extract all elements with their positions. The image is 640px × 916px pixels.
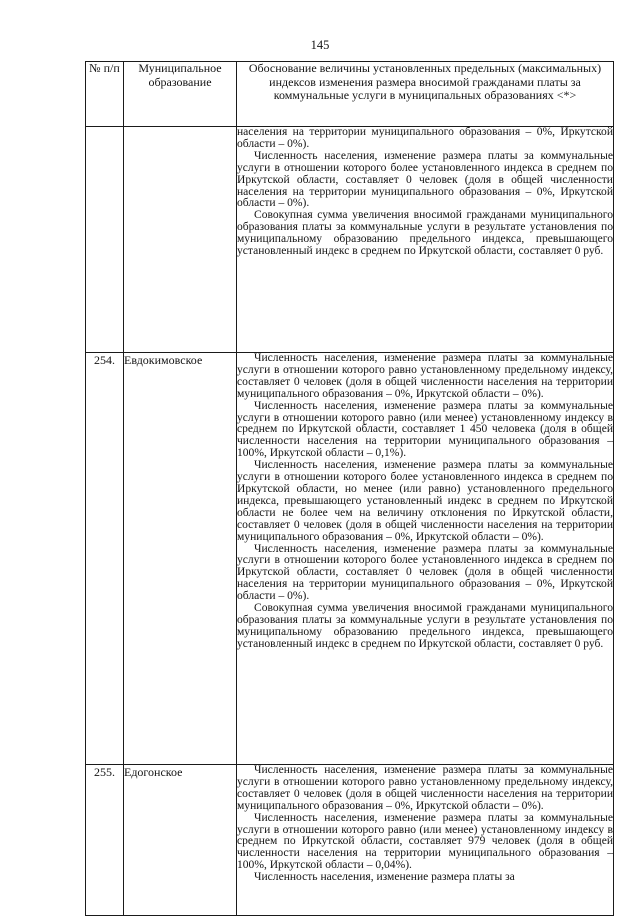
justification-paragraph: Численность населения, изменение размера платы за коммунальные услуги в отношении которого равно установленному предельному индексу, составляет 0 человек (доля в общей численности населения на территории муниципального образования – 0%, Иркутской области – 0%). <box>237 764 613 812</box>
header-municipality: Муниципальное образование <box>124 62 237 127</box>
index-justification-table <box>85 61 614 916</box>
row-municipality: Евдокимовское <box>124 353 237 765</box>
table-row <box>86 353 614 765</box>
justification-paragraph: Численность населения, изменение размера платы за коммунальные услуги в отношении которого более установленного индекса в среднем по Иркутской области, но менее (или равно) установленного предельного индекса, превышающего установленный индекс в среднем по Иркутской области не более чем на величину отклонения по Иркутской области, составляет 0 человек (доля в общей численности населения на территории муниципального образования – 0%, Иркутской области – 0%). <box>237 459 613 543</box>
row-number <box>86 127 124 353</box>
row-municipality: Едогонское <box>124 765 237 916</box>
row-municipality <box>124 127 237 353</box>
row-number: 254. <box>86 353 124 765</box>
justification-paragraph: Совокупная сумма увеличения вносимой гражданами муниципального образования платы за коммунальные услуги в результате установления по муниципальному образованию предельного индекса, превышающего установленный индекс в среднем по Иркутской области, составляет 0 руб. <box>237 209 613 258</box>
table-row <box>86 127 614 353</box>
header-number: № п/п <box>86 62 124 127</box>
justification-paragraph: Численность населения, изменение размера платы за коммунальные услуги в отношении которого равно установленному предельному индексу, составляет 0 человек (доля в общей численности населения на территории муниципального образования – 0%, Иркутской области – 0%). <box>237 352 613 400</box>
page-number: 145 <box>310 38 330 52</box>
justification-paragraph: Численность населения, изменение размера платы за коммунальные услуги в отношении которого более установленного индекса в среднем по Иркутской области, составляет 0 человек (доля в общей численности населения на территории муниципального образования – 0%, Иркутской области – 0%). <box>237 542 613 603</box>
justification-paragraph: Численность населения, изменение размера платы за <box>254 872 515 884</box>
row-justification <box>237 127 614 353</box>
justification-paragraph: Численность населения, изменение размера платы за коммунальные услуги в отношении которого равно (или менее) установленному индексу в среднем по Иркутской области, составляет 1 450 человека (доля в общей численности населения на территории муниципального образования – 100%, Иркутской области – 0,1%). <box>237 399 613 460</box>
justification-paragraph: населения на территории муниципального образования – 0%, Иркутской области – 0%). <box>237 126 613 150</box>
justification-paragraph: Численность населения, изменение размера платы за коммунальные услуги в отношении которого более установленного индекса в среднем по Иркутской области, составляет 0 человек (доля в общей численности населения на территории муниципального образования – 0%, Иркутской области – 0%). <box>237 149 613 210</box>
table-header-row <box>86 62 614 127</box>
row-number: 255. <box>86 765 124 916</box>
header-justification: Обоснование величины установленных предельных (максимальных) индексов изменения размера вносимой гражданами платы за коммунальные услуги в муниципальных образованиях <*> <box>237 62 614 127</box>
justification-paragraph: Совокупная сумма увеличения вносимой гражданами муниципального образования платы за коммунальные услуги в результате установления по муниципальному образованию предельного индекса, превышающего установленный индекс в среднем по Иркутской области, составляет 0 руб. <box>237 602 613 650</box>
table-row <box>86 765 614 916</box>
justification-paragraph: Численность населения, изменение размера платы за коммунальные услуги в отношении которого равно (или менее) установленному индексу в среднем по Иркутской области, составляет 979 человек (доля в общей численности населения на территории муниципального образования – 100%, Иркутской области – 0,04%). <box>237 811 613 872</box>
row-justification <box>237 765 614 916</box>
row-justification <box>237 353 614 765</box>
